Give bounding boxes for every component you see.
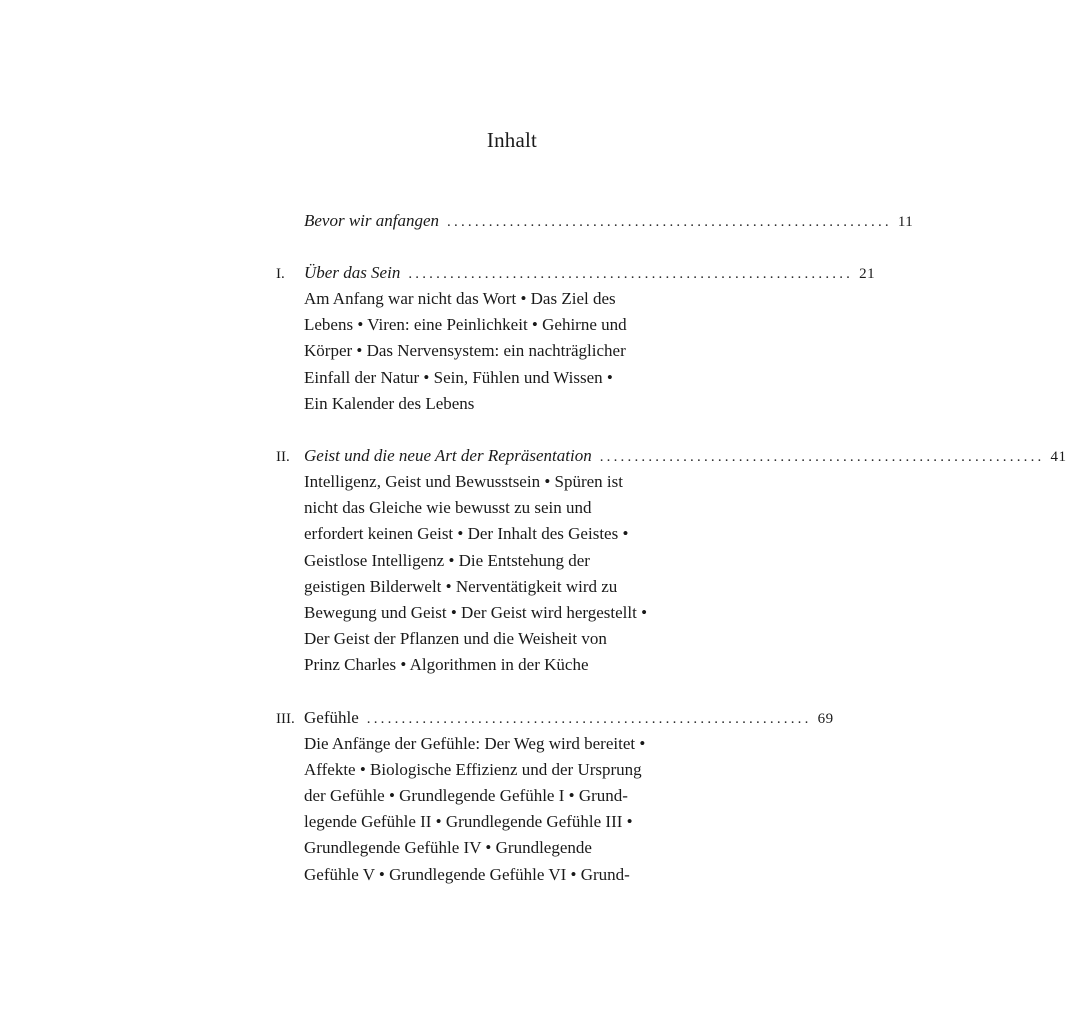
- toc-entry-chapter-3: [276, 705, 834, 888]
- chapter-description: [304, 286, 674, 417]
- dot-leader: ................................................................: [366, 710, 812, 727]
- description-line: Ein Kalender des Lebens: [304, 393, 475, 413]
- chapter-description: [304, 731, 674, 888]
- chapter-description: [304, 469, 674, 679]
- chapter-number: II.: [276, 449, 290, 466]
- description-line: Die Anfänge der Gefühle: Der Weg wird bereitet •: [304, 733, 646, 753]
- description-line: erfordert keinen Geist • Der Inhalt des Geistes •: [304, 524, 629, 544]
- chapter-title: Bevor wir anfangen: [304, 211, 440, 230]
- dot-leader: ................................................................: [408, 266, 854, 282]
- toc-entry-chapter-2: [276, 443, 1067, 679]
- page-number: 11: [897, 214, 914, 230]
- chapter-title: Über das Sein: [304, 263, 401, 282]
- description-line: geistigen Bilderwelt • Nerventätigkeit wird zu: [304, 576, 618, 596]
- page-number: 41: [1050, 449, 1067, 466]
- chapter-title: Gefühle: [304, 707, 359, 727]
- chapter-number: III.: [276, 710, 295, 727]
- description-line: legende Gefühle II • Grundlegende Gefühle III •: [304, 812, 633, 832]
- description-line: Affekte • Biologische Effizienz und der Ursprung: [304, 759, 642, 779]
- description-line: Einfall der Natur • Sein, Fühlen und Wissen •: [304, 367, 613, 387]
- description-line: Der Geist der Pflanzen und die Weisheit von: [304, 629, 607, 649]
- chapter-title: Geist und die neue Art der Repräsentation: [304, 446, 592, 466]
- chapter-number: I.: [276, 266, 285, 282]
- table-of-contents: [276, 208, 1067, 888]
- toc-entry-chapter-1: [276, 260, 876, 417]
- description-line: Geistlose Intelligenz • Die Entstehung der: [304, 550, 590, 570]
- description-line: Bewegung und Geist • Der Geist wird hergestellt •: [304, 603, 648, 623]
- description-line: Intelligenz, Geist und Bewusstsein • Spüren ist: [304, 472, 623, 492]
- dot-leader: ................................................................: [447, 214, 892, 230]
- description-line: Lebens • Viren: eine Peinlichkeit • Gehirne und: [304, 315, 627, 335]
- description-line: Körper • Das Nervensystem: ein nachträglicher: [304, 341, 626, 361]
- toc-entry-preface: [276, 208, 914, 234]
- description-line: Am Anfang war nicht das Wort • Das Ziel des: [304, 289, 616, 308]
- description-line: Prinz Charles • Algorithmen in der Küche: [304, 655, 589, 675]
- description-line: Gefühle V • Grundlegende Gefühle VI • Grund-: [304, 864, 630, 884]
- page-number: 21: [859, 266, 876, 282]
- description-line: der Gefühle • Grundlegende Gefühle I • Grund-: [304, 786, 628, 806]
- description-line: nicht das Gleiche wie bewusst zu sein und: [304, 498, 592, 518]
- page-number: 69: [817, 710, 834, 727]
- description-line: Grundlegende Gefühle IV • Grundlegende: [304, 838, 592, 858]
- dot-leader: ................................................................: [599, 449, 1045, 466]
- page-title: Inhalt: [486, 128, 538, 152]
